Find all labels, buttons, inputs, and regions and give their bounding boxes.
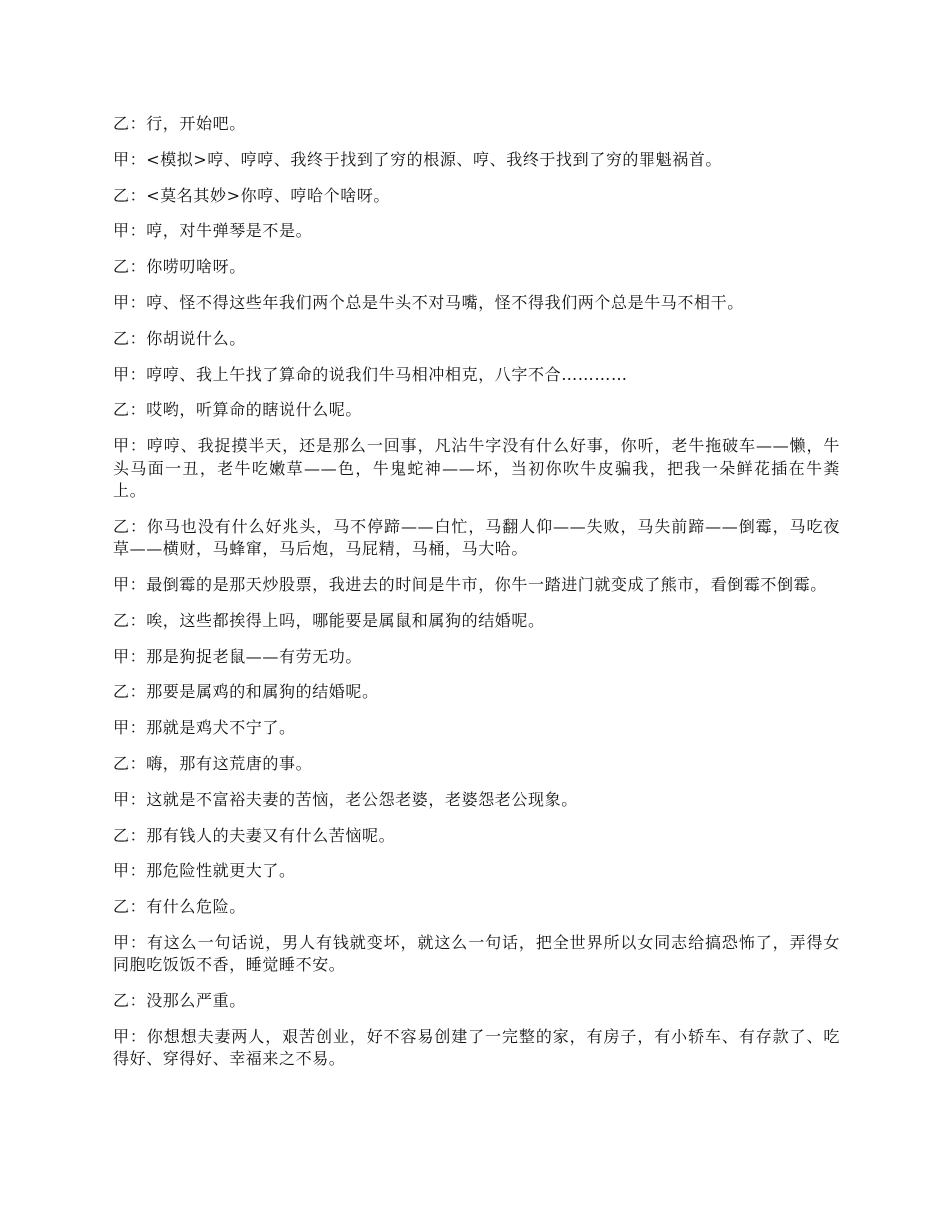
dialogue-line: 乙：你唠叨啥呀。 bbox=[113, 257, 246, 277]
dialogue-line: 甲：有这么一句话说，男人有钱就变坏，就这么一句话，把全世界所以女同志给搞恐怖了，弄得女同胞吃饭饭不香，睡觉睡不安。 bbox=[113, 932, 840, 975]
dialogue-line: 乙：没那么严重。 bbox=[113, 991, 246, 1011]
dialogue-line: 甲：最倒霉的是那天炒股票，我进去的时间是牛市，你牛一踏进门就变成了熊市，看倒霉不倒霉。 bbox=[113, 574, 827, 594]
dialogue-line: 乙：你胡说什么。 bbox=[113, 328, 246, 348]
dialogue-line: 甲：哼、怪不得这些年我们两个总是牛头不对马嘴，怪不得我们两个总是牛马不相干。 bbox=[113, 292, 744, 312]
dialogue-line: 甲：哼哼、我上午找了算命的说我们牛马相冲相克，八字不合………… bbox=[113, 364, 628, 384]
dialogue-line: 乙：<莫名其妙>你哼、哼哈个啥呀。 bbox=[113, 185, 391, 205]
dialogue-line: 乙：行，开始吧。 bbox=[113, 114, 246, 133]
dialogue-line: 乙：你马也没有什么好兆头，马不停蹄——白忙，马翻人仰——失败，马失前蹄——倒霉，马吃夜草——横财，马蜂窜，马后炮，马屁精，马桶，马大哈。 bbox=[113, 516, 840, 559]
dialogue-line: 甲：那是狗捉老鼠——有劳无功。 bbox=[113, 646, 363, 666]
dialogue-line: 甲：这就是不富裕夫妻的苦恼，老公怨老婆，老婆怨老公现象。 bbox=[113, 789, 578, 809]
dialogue-line: 甲：<模拟>哼、哼哼、我终于找到了穷的根源、哼、我终于找到了穷的罪魁祸首。 bbox=[113, 149, 723, 169]
dialogue-line: 乙：嗨，那有这荒唐的事。 bbox=[113, 753, 313, 773]
dialogue-line: 甲：哼哼、我捉摸半天，还是那么一回事，凡沾牛字没有什么好事，你听，老牛拖破车——懒，牛头马面一丑，老牛吃嫩草——色，牛鬼蛇神——坏，当初你吹牛皮骗我，把我一朵鲜花插在牛粪上。 bbox=[113, 436, 840, 500]
dialogue-line: 乙：有什么危险。 bbox=[113, 897, 246, 917]
dialogue-line: 乙：唉，这些都挨得上吗，哪能要是属鼠和属狗的结婚呢。 bbox=[113, 610, 545, 630]
dialogue-line: 甲：哼，对牛弹琴是不是。 bbox=[113, 221, 313, 241]
dialogue-line: 甲：那就是鸡犬不宁了。 bbox=[113, 718, 296, 738]
dialogue-line: 乙：那有钱人的夫妻又有什么苦恼呢。 bbox=[113, 825, 396, 845]
dialogue-line: 甲：那危险性就更大了。 bbox=[113, 861, 296, 881]
dialogue-line: 乙：那要是属鸡的和属狗的结婚呢。 bbox=[113, 682, 379, 702]
dialogue-line: 乙：哎哟，听算命的瞎说什么呢。 bbox=[113, 400, 363, 420]
dialogue-line: 甲：你想想夫妻两人，艰苦创业，好不容易创建了一完整的家，有房子，有小轿车、有存款了、吃得好、穿得好、幸福来之不易。 bbox=[113, 1026, 840, 1069]
